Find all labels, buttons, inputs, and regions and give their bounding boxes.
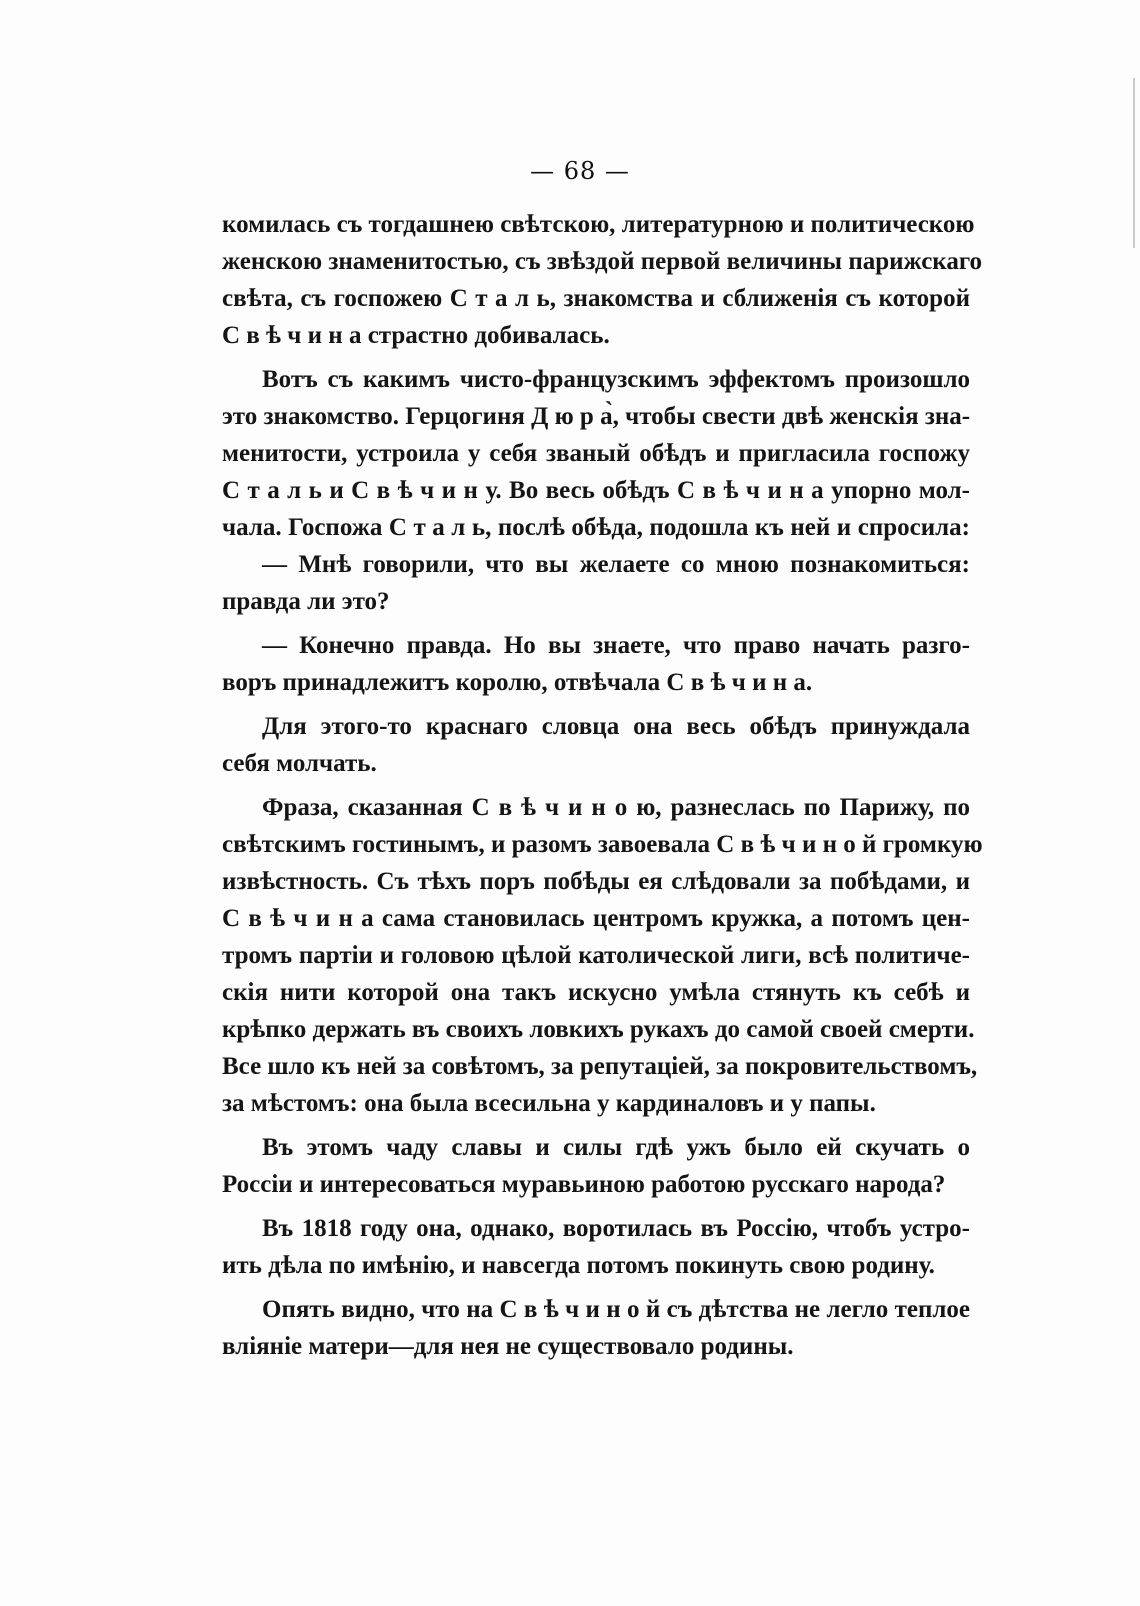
text-line: за мѣстомъ: она была всесильна у кардиналовъ и у папы. [222, 1090, 876, 1117]
text-line: Въ этомъ чаду славы и силы гдѣ ужъ было ей скучать о [262, 1134, 970, 1161]
text-line: тромъ партіи и головою цѣлой католической лиги, всѣ политиче- [222, 942, 970, 969]
text-line: крѣпко держать въ своихъ ловкихъ рукахъ до самой своей смерти. [222, 1016, 975, 1043]
text-line: С в ѣ ч и н а страстно добивалась. [222, 322, 610, 349]
text-line: Опять видно, что на С в ѣ ч и н о й съ дѣтства не легло теплое [262, 1296, 970, 1323]
text-line: женскою знаменитостью, съ звѣздой первой величины парижскаго [222, 248, 983, 275]
text-line: скія нити которой она такъ искусно умѣла стянуть къ себѣ и [222, 979, 970, 1006]
text-line: Для этого-то краснаго словца она весь обѣдъ принуждала [262, 713, 970, 740]
text-line: извѣстность. Съ тѣхъ поръ побѣды ея слѣдовали за побѣдами, и [222, 868, 970, 895]
text-line: — Конечно правда. Но вы знаете, что право начать разго- [262, 632, 970, 659]
text-line: Вотъ съ какимъ чисто-французскимъ эффектомъ произошло [262, 366, 970, 393]
body-text [222, 206, 983, 1365]
text-line: свѣта, съ госпожею С т а л ь, знакомства и сближенія съ которой [222, 285, 970, 312]
text-line: ить дѣла по имѣнію, и навсегда потомъ покинуть свою родину. [222, 1252, 935, 1279]
text-line: Въ 1818 году она, однако, воротилась въ Россію, чтобъ устро- [262, 1215, 970, 1242]
text-line: комилась съ тогдашнею свѣтскою, литературною и политическою [222, 211, 975, 238]
text-line: Фраза, сказанная С в ѣ ч и н о ю, разнеслась по Парижу, по [262, 794, 970, 821]
text-line: менитости, устроила у себя званый обѣдъ и пригласила госпожу [222, 440, 970, 467]
text-line: Все шло къ ней за совѣтомъ, за репутаціей, за покровительствомъ, [222, 1053, 978, 1080]
text-line: свѣтскимъ гостинымъ, и разомъ завоевала С в ѣ ч и н о й громкую [222, 831, 983, 858]
text-line: чала. Госпожа С т а л ь, послѣ обѣда, подошла къ ней и спросила: [222, 514, 970, 541]
text-line: вліяніе матери—для нея не существовало родины. [222, 1333, 794, 1360]
text-line: это знакомство. Герцогиня Д ю р а̀, чтобы свести двѣ женскія зна- [222, 403, 971, 430]
text-line: правда ли это? [222, 588, 390, 615]
text-line: воръ принадлежитъ королю, отвѣчала С в ѣ ч и н а. [222, 669, 813, 696]
text-line: себя молчать. [222, 750, 377, 777]
text-line: Россіи и интересоваться муравьиною работою русскаго народа? [222, 1171, 946, 1198]
text-line: С в ѣ ч и н а сама становилась центромъ кружка, а потомъ цен- [222, 905, 970, 932]
text-line: С т а л ь и С в ѣ ч и н у. Во весь обѣдъ С в ѣ ч и н а упорно мол- [222, 477, 970, 504]
page-number: — 68 — [530, 157, 630, 185]
text-line: — Мнѣ говорили, что вы желаете со мною познакомиться: [262, 551, 970, 578]
